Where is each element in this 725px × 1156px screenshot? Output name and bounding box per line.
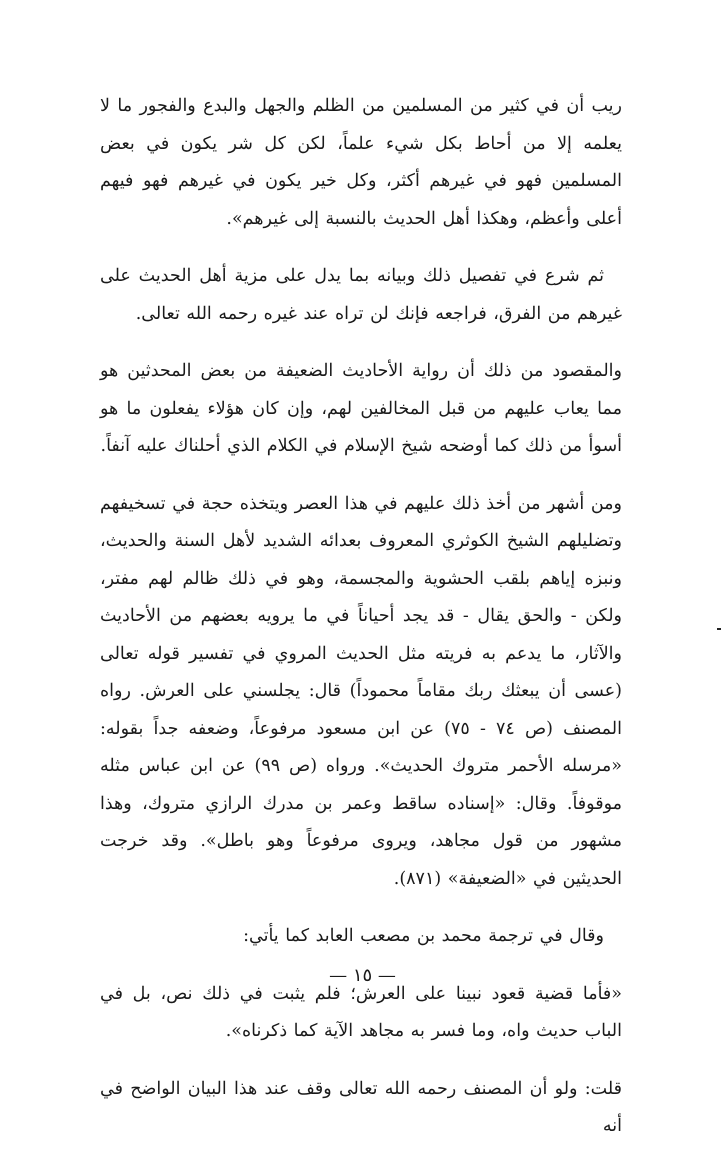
paragraph-7: قلت: ولو أن المصنف رحمه الله تعالى وقف عند هذا البيان الواضح في أنه (100, 1078, 622, 1136)
paragraph-4: ومن أشهر من أخذ ذلك عليهم في هذا العصر ويتخذه حجة في تسخيفهم وتضليلهم الشيخ الكوثري المعروف بعدائه الشديد لأهل السنة والحديث، ونبزه إياهم بلقب الحشوية والمجسمة، وهو في ذلك ظالم لهم مفتر، ولكن - والحق يقال - قد يجد أحياناً في ما يرويه بعضهم من الأحاديث والآثار، ما يدعم به فريته مثل الحديث المروي في تفسير قوله تعالى (عسى أن يبعثك ربك مقاماً محموداً) قال: يجلسني على العرش. رواه المصنف (ص ٧٤ - ٧٥) عن ابن مسعود مرفوعاً، وضعفه جداً بقوله: «مرسله الأحمر متروك الحديث». ورواه (ص ٩٩) عن ابن عباس مثله موقوفاً. وقال: «إسناده ساقط وعمر بن مدرك الرازي متروك، وهذا مشهور من قول مجاهد، ويروى مرفوعاً وهو باطل». وقد خرجت الحديثين في «الضعيفة» (٨٧١). (100, 493, 622, 889)
paragraph-1: ريب أن في كثير من المسلمين من الظلم والجهل والبدع والفجور ما لا يعلمه إلا من أحاط بكل شيء علماً، لكن كل شر يكون في بعض المسلمين فهو في غيرهم أكثر، وكل خير يكون في غيرهم فهو فيهم أعلى وأعظم، وهكذا أهل الحديث بالنسبة إلى غيرهم». (100, 96, 622, 229)
margin-mark (717, 628, 721, 630)
page-number: — ١٥ — (329, 965, 396, 986)
page-body (100, 88, 622, 1156)
paragraph-5: وقال في ترجمة محمد بن مصعب العابد كما يأتي: (243, 926, 604, 946)
paragraph-2: ثم شرع في تفصيل ذلك وبيانه بما يدل على مزية أهل الحديث على غيرهم من الفرق، فراجعه فإنك لن تراه عند غيره رحمه الله تعالى. (100, 266, 622, 324)
paragraph-3: والمقصود من ذلك أن رواية الأحاديث الضعيفة من بعض المحدثين هو مما يعاب عليهم من قبل المخالفين لهم، وإن كان هؤلاء يفعلون ما هو أسوأ من ذلك كما أوضحه شيخ الإسلام في الكلام الذي أحلناك عليه آنفاً. (100, 361, 622, 456)
quotation-paragraph: «فأما قضية قعود نبينا على العرش؛ فلم يثبت في ذلك نص، بل في الباب حديث واه، وما فسر به مجاهد الآية كما ذكرناه». (100, 983, 622, 1041)
